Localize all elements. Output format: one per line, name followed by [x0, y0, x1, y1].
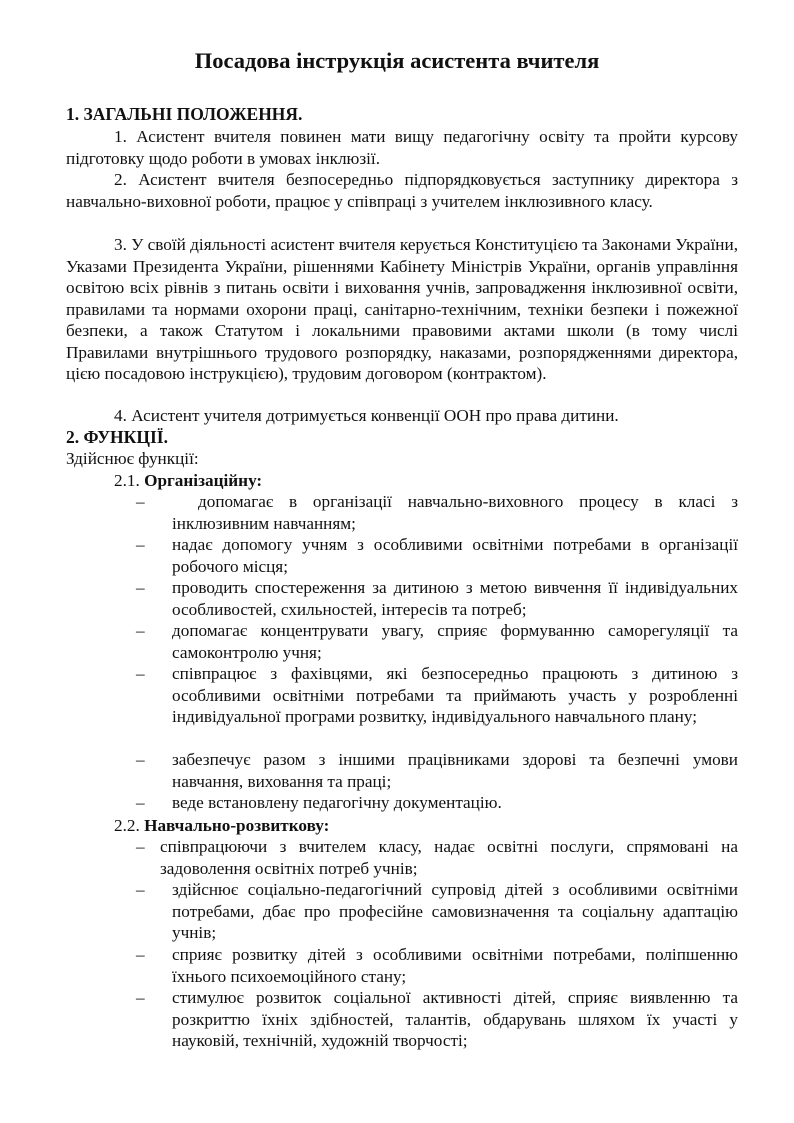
section-2-intro: Здійснює функції:	[66, 449, 199, 468]
list-item-text: надає допомогу учням з особливими освітніми потребами в організації робочого місця;	[172, 535, 738, 576]
subsection-label: Організаційну:	[144, 471, 263, 490]
list-item-text: допомагає концентрувати увагу, сприяє формуванню саморегуляції та самоконтролю учня;	[172, 621, 738, 662]
list-item-text: веде встановлену педагогічну документацію.	[172, 793, 502, 812]
subsection-number: 2.2.	[114, 816, 145, 835]
subsection-label: Навчально-розвиткову:	[144, 816, 330, 835]
list-item-text: допомагає в організації навчально-виховного процесу в класі з інклюзивним навчанням;	[172, 492, 738, 533]
list-item-text: співпрацюючи з вчителем класу, надає освітні послуги, спрямовані на задоволення освітніх потреб учнів;	[160, 837, 738, 878]
subsection-number: 2.1.	[114, 471, 145, 490]
subsection-2-2-heading	[114, 815, 329, 837]
dash-bullet: –	[136, 837, 145, 856]
dash-bullet: –	[136, 988, 145, 1007]
list-item-text: здійснює соціально-педагогічний супровід дітей з особливими освітніми потребами, дбає про професійне самовизначення та соціальну адаптацію учнів;	[172, 880, 738, 942]
page-title: Посадова інструкція асистента вчителя	[194, 48, 600, 73]
dash-bullet: –	[136, 492, 145, 511]
list-item-text: співпрацює з фахівцями, які безпосередньо працюють з дитиною з особливими освітніми потребами та приймають участь у розробленні індивідуальної програми розвитку, індивідуального навчального плану;	[172, 664, 738, 726]
list-item-text: сприяє розвитку дітей з особливими освітніми потребами, поліпшенню їхнього психоемоційного стану;	[172, 945, 738, 986]
dash-bullet: –	[136, 945, 145, 964]
dash-bullet: –	[136, 793, 145, 812]
dash-bullet: –	[136, 621, 145, 640]
list-item-text: проводить спостереження за дитиною з метою вивчення її індивідуальних особливостей, схильностей, інтересів та потреб;	[172, 578, 738, 619]
dash-bullet: –	[136, 535, 145, 554]
section-1-heading: 1. ЗАГАЛЬНІ ПОЛОЖЕННЯ.	[66, 104, 303, 124]
dash-bullet: –	[136, 880, 145, 899]
dash-bullet: –	[136, 750, 145, 769]
section-1-item-2: 2. Асистент вчителя безпосередньо підпорядковується заступнику директора з навчально-виховної роботи, працює у співпраці з учителем інклюзивного класу.	[66, 170, 738, 211]
subsection-2-1-heading	[114, 470, 262, 492]
section-1-item-3: 3. У своїй діяльності асистент вчителя керується Конституцією та Законами України, Указами Президента України, рішеннями Кабінету Міністрів України, органів управління освітою всіх рівнів з питань освіти і виховання учнів, запровадження інклюзивної освіти, правилами та нормами охорони праці, санітарно-технічним, техніки безпеки і пожежної безпеки, а також Статутом і локальними правовими актами школи (в тому числі Правилами внутрішнього трудового розпорядку, наказами, розпорядженнями директора, цією посадовою інструкцією), трудовим договором (контрактом).	[66, 235, 738, 383]
list-item-text: забезпечує разом з іншими працівниками здорові та безпечні умови навчання, виховання та праці;	[172, 750, 738, 791]
dash-bullet: –	[136, 578, 145, 597]
section-1-item-4: 4. Асистент учителя дотримується конвенції ООН про права дитини.	[114, 406, 619, 425]
section-1-item-1: 1. Асистент вчителя повинен мати вищу педагогічну освіту та пройти курсову підготовку щодо роботи в умовах інклюзії.	[66, 127, 738, 168]
list-item-text: стимулює розвиток соціальної активності дітей, сприяє виявленню та розкриттю їхніх здібностей, талантів, обдарувань шляхом їх участі у науковій, технічній, художній творчості;	[172, 988, 738, 1050]
section-2-heading: 2. ФУНКЦІЇ.	[66, 427, 168, 447]
dash-bullet: –	[136, 664, 145, 683]
